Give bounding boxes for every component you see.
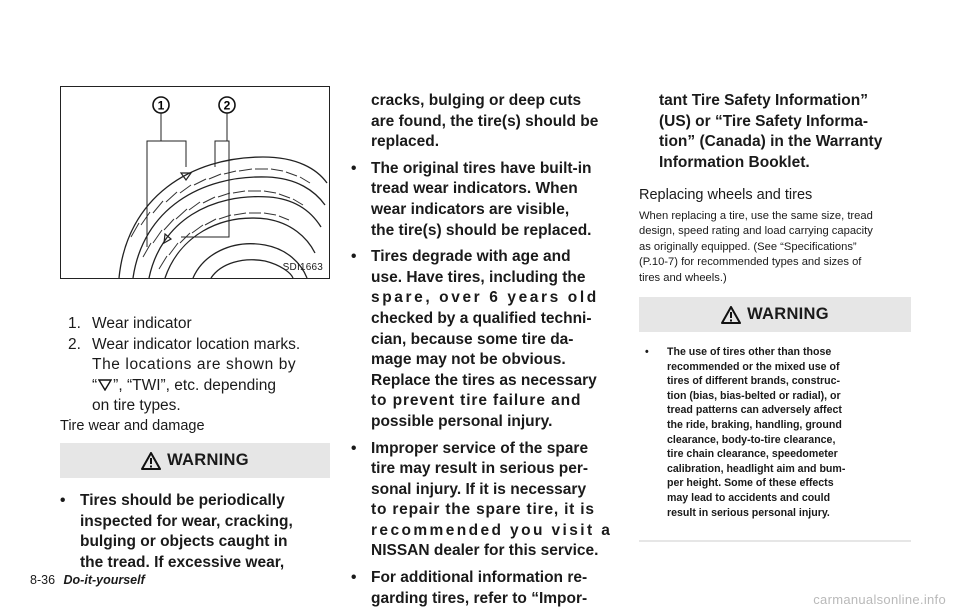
list-line: ”, “TWI”, etc. depending <box>113 376 276 394</box>
bullet: • <box>351 569 357 587</box>
warning-1-continued-col3 <box>639 91 913 173</box>
text-line: Tires degrade with age and <box>371 248 571 266</box>
replacing-paragraph <box>639 209 913 286</box>
watermark: carmanualsonline.info <box>813 592 946 607</box>
list-item <box>351 439 631 563</box>
text-line: tion (bias, bias-belted or radial), or <box>667 389 841 402</box>
list-item <box>351 568 631 609</box>
text-line: recommended or the mixed use of <box>667 360 840 373</box>
twi-triangle-mark-lower <box>164 234 171 243</box>
bullet-text <box>371 439 631 563</box>
list-number: 2. <box>68 335 81 353</box>
triangle-mark-icon <box>98 379 112 391</box>
text-line: bulging or objects caught in <box>80 533 288 551</box>
warning-1-continued <box>351 91 631 615</box>
warning-banner-1 <box>60 443 330 478</box>
text-line: Information Booklet. <box>659 153 810 171</box>
warning-label: WARNING <box>747 305 829 323</box>
text-line: cracks, bulging or deep cuts <box>371 92 582 109</box>
text-line: The original tires have built-in <box>371 159 592 177</box>
list-text: Wear indicator <box>92 315 192 332</box>
text-line: tire chain clearance, speedometer <box>667 448 838 461</box>
text-line: (P.10-7) for recommended types and sizes of <box>639 256 862 269</box>
text-line: tread patterns can adversely affect <box>667 404 842 417</box>
text-line: result in serious personal injury. <box>667 506 830 519</box>
callout-1-leader-b <box>161 141 186 167</box>
section-subheading-tire-wear: Tire wear and damage <box>60 418 205 434</box>
bullet-text <box>80 491 330 573</box>
list-line: on tire types. <box>92 397 181 414</box>
text-line: For additional information re- <box>371 569 588 587</box>
list-text <box>92 335 336 417</box>
bullet-text <box>371 568 631 609</box>
callout-1-label: 1 <box>157 98 165 113</box>
list-item <box>351 159 631 241</box>
text-line: recommended you visit a <box>371 521 613 539</box>
bullet: • <box>351 439 357 457</box>
text-line: wear indicators are visible, <box>371 200 570 218</box>
callout-1-leader <box>147 113 161 247</box>
text-line: inspected for wear, cracking, <box>80 512 293 530</box>
page-number: 8-36 <box>30 573 56 587</box>
bullet: • <box>351 248 357 266</box>
text-line: the tread. If excessive wear, <box>80 553 285 571</box>
text-line: tant Tire Safety Information” <box>659 92 868 109</box>
list-line: Wear indicator location marks. <box>92 335 301 353</box>
text-line: design, speed rating and load carrying capacity <box>639 225 873 238</box>
warning-2-body <box>645 345 911 520</box>
text-line: (US) or “Tire Safety Informa- <box>659 112 869 130</box>
text-line: may lead to accidents and could <box>667 491 831 504</box>
list-item <box>645 345 911 520</box>
text-line: When replacing a tire, use the same size, tread <box>639 210 873 222</box>
text-line: to repair the spare tire, it is <box>371 501 595 519</box>
tire-wear-diagram <box>61 87 329 278</box>
text-line: replaced. <box>371 133 440 151</box>
text-line: tion” (Canada) in the Warranty <box>659 133 883 151</box>
figure-id: SDI1663 <box>282 262 323 273</box>
text-line: tire may result in serious per- <box>371 460 589 478</box>
quote-open: “ <box>92 376 98 394</box>
text-line: calibration, headlight aim and bum- <box>667 462 846 475</box>
text-line: The use of tires other than those <box>667 346 832 358</box>
bullet-text <box>371 159 631 241</box>
callout-2-leader <box>215 113 227 167</box>
bullet: • <box>60 492 66 509</box>
section-name: Do-it-yourself <box>63 573 145 587</box>
text-line: are found, the tire(s) should be <box>371 112 599 130</box>
text-line: clearance, body-to-tire clearance, <box>667 433 836 446</box>
text-line: mage may not be obvious. <box>371 351 566 369</box>
text-line: the tire(s) should be replaced. <box>371 221 592 239</box>
text-line: sonal injury. If it is necessary <box>371 480 587 498</box>
warning-triangle-icon <box>721 306 741 324</box>
text-line: possible personal injury. <box>371 412 553 430</box>
text-line: Improper service of the spare <box>371 439 589 457</box>
list-line: The locations are shown by <box>92 356 297 373</box>
text-line: to prevent tire failure and <box>371 392 582 410</box>
list-item <box>68 314 336 335</box>
bullet-text <box>371 247 631 432</box>
text-line: use. Have tires, including the <box>371 268 586 286</box>
list-number: 1. <box>68 315 81 332</box>
list-item <box>351 247 631 432</box>
text-line: checked by a qualified techni- <box>371 309 592 327</box>
text-line: Tires should be periodically <box>80 492 285 509</box>
warning-1-body <box>60 491 330 579</box>
bullet: • <box>645 346 649 358</box>
text-line: garding tires, refer to “Impor- <box>371 589 588 607</box>
section-subheading-replacing: Replacing wheels and tires <box>639 187 813 203</box>
indicator-list <box>68 314 336 417</box>
page-footer <box>30 573 145 587</box>
warning-box-bottom-rule <box>639 540 911 542</box>
callout-2-label: 2 <box>223 98 231 113</box>
warning-label: WARNING <box>167 451 249 469</box>
text-line: spare, over 6 years old <box>371 289 599 307</box>
tire-illustration <box>60 86 330 279</box>
continued-text <box>351 91 631 153</box>
continued-text <box>639 91 913 173</box>
text-line: per height. Some of these effects <box>667 477 834 490</box>
text-line: tread wear indicators. When <box>371 180 578 198</box>
text-line: the ride, braking, handling, ground <box>667 418 842 431</box>
text-line: as originally equipped. (See “Specifications” <box>639 240 857 253</box>
text-line: NISSAN dealer for this service. <box>371 542 599 560</box>
warning-banner-2 <box>639 297 911 332</box>
bullet-text <box>667 345 911 520</box>
text-line: tires of different brands, construc- <box>667 375 841 388</box>
bullet: • <box>351 159 357 177</box>
list-item <box>60 491 330 573</box>
warning-triangle-icon <box>141 452 161 470</box>
list-item <box>68 335 336 417</box>
rim-arc-2 <box>211 260 293 278</box>
text-line: tires and wheels.) <box>639 271 727 284</box>
text-line: Replace the tires as necessary <box>371 371 597 389</box>
text-line: cian, because some tire da- <box>371 330 574 348</box>
